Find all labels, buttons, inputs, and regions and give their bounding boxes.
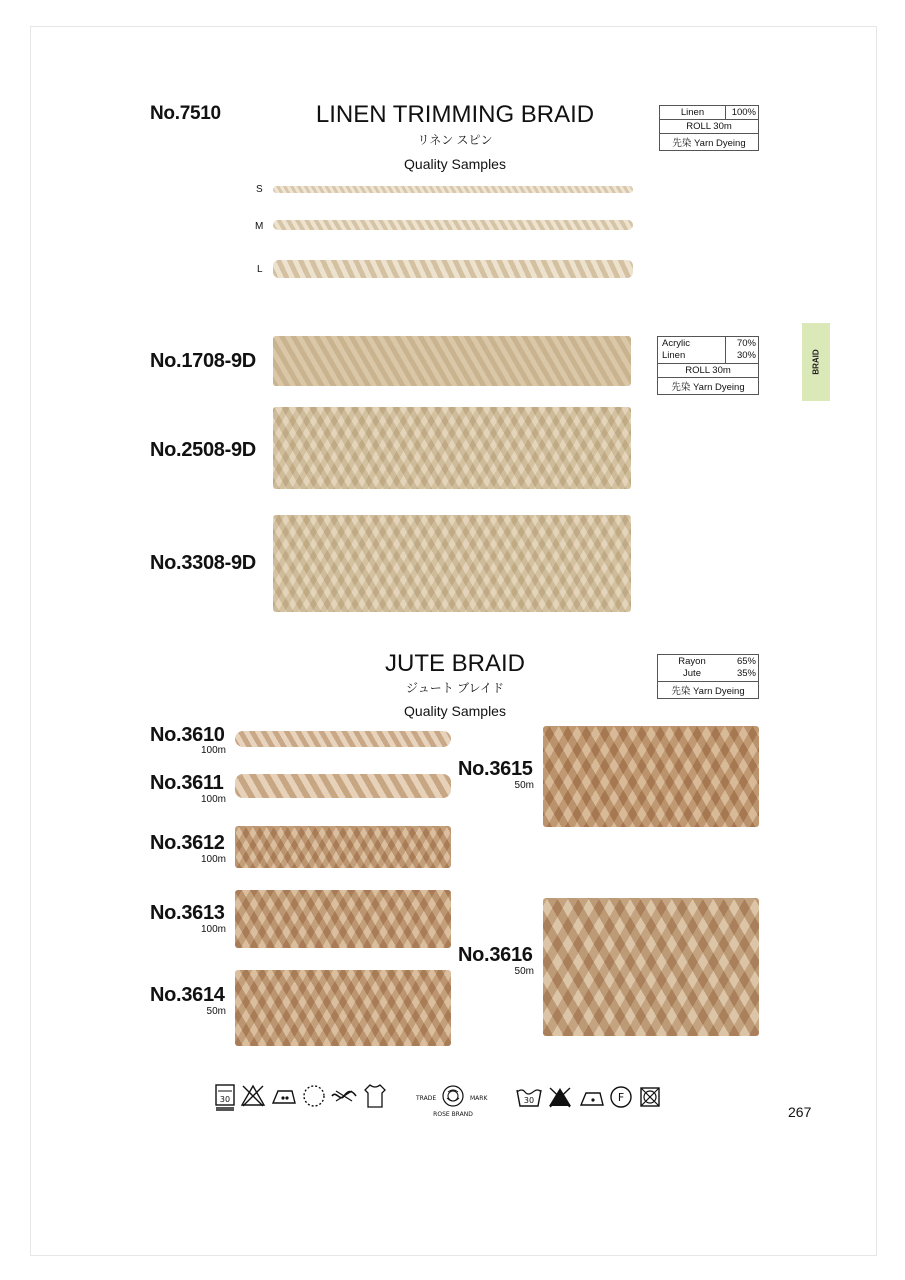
page-frame <box>30 26 877 1256</box>
braid-sample-l <box>273 260 633 278</box>
spec-material-1: Rayon <box>678 656 706 667</box>
spec-dye: 先染 Yarn Dyeing <box>672 138 746 149</box>
spec-box-jute <box>657 654 759 699</box>
spec-material-2: Linen <box>662 350 686 361</box>
roll-length: 100m <box>200 794 226 805</box>
net-wash-30-icon <box>214 1083 236 1115</box>
product-number: No.3614 <box>150 984 225 1006</box>
spec-percent-2: 30% <box>736 350 756 361</box>
wash-30-icon <box>515 1086 543 1110</box>
spec-box-acrylic <box>657 336 759 395</box>
braid-sample-3616 <box>543 898 759 1036</box>
quality-samples-label: Quality Samples <box>404 703 506 719</box>
product-number: No.3610 <box>150 724 225 746</box>
braid-sample-3615 <box>543 726 759 827</box>
hang-dry-icon <box>362 1082 388 1110</box>
iron-low-icon <box>578 1088 606 1108</box>
braid-sample-3613 <box>235 890 451 948</box>
quality-samples-label: Quality Samples <box>404 156 506 172</box>
spec-percent-1: 65% <box>736 656 756 667</box>
no-bleach-icon <box>240 1083 266 1109</box>
braid-sample-3308 <box>273 515 631 612</box>
spec-percent-2: 35% <box>736 668 756 679</box>
roll-length: 50m <box>514 780 534 791</box>
spec-percent: 100% <box>725 106 758 119</box>
spec-material-1: Acrylic <box>662 338 690 349</box>
product-number: No.1708-9D <box>150 350 256 372</box>
product-number: No.3615 <box>458 758 533 780</box>
product-number: No.3612 <box>150 832 225 854</box>
product-number: No.3613 <box>150 902 225 924</box>
size-label-m: M <box>255 221 264 232</box>
product-number: No.2508-9D <box>150 439 256 461</box>
roll-length: 100m <box>200 924 226 935</box>
logo-rose-brand: ROSE BRAND <box>433 1111 473 1118</box>
braid-sample-1708 <box>273 336 631 386</box>
braid-sample-3610 <box>235 731 451 747</box>
braid-sample-s <box>273 186 633 193</box>
product-number: No.3616 <box>458 944 533 966</box>
iron-medium-icon <box>270 1085 298 1107</box>
page-number: 267 <box>788 1104 812 1120</box>
side-tab-label: BRAID <box>811 349 821 375</box>
braid-sample-3612 <box>235 826 451 868</box>
braid-sample-2508 <box>273 407 631 489</box>
spec-material: Linen <box>680 107 705 118</box>
wash-temp: 30 <box>523 1096 535 1105</box>
spec-dye: 先染 Yarn Dyeing <box>671 686 745 697</box>
no-tumble-dry-icon <box>639 1086 661 1108</box>
braid-sample-3614 <box>235 970 451 1046</box>
braid-sample-3611 <box>235 774 451 798</box>
size-label-l: L <box>257 264 263 275</box>
spec-dye: 先染 Yarn Dyeing <box>671 382 745 393</box>
roll-length: 100m <box>200 745 226 756</box>
product-number: No.7510 <box>150 103 221 124</box>
spec-roll: ROLL 30m <box>686 121 732 132</box>
side-tab <box>802 323 830 401</box>
roll-length: 50m <box>206 1006 226 1017</box>
dry-clean-f-icon <box>609 1085 633 1109</box>
dry-clean-letter: F <box>617 1091 625 1104</box>
no-bleach-icon <box>547 1085 573 1109</box>
logo-trade: TRADE <box>416 1095 437 1102</box>
rose-brand-logo <box>414 1076 492 1120</box>
braid-sample-m <box>273 220 633 230</box>
no-wring-icon <box>330 1088 358 1104</box>
spec-box-linen <box>659 105 759 151</box>
spec-material-2: Jute <box>683 668 701 679</box>
product-number: No.3308-9D <box>150 552 256 574</box>
roll-length: 50m <box>514 966 534 977</box>
section-title: JUTE BRAID <box>384 650 525 677</box>
product-number: No.3611 <box>150 772 224 794</box>
size-label-s: S <box>256 184 263 195</box>
dry-clean-icon <box>302 1084 326 1108</box>
net-wash-temp: 30 <box>219 1095 231 1104</box>
section-jp-title: ジュート ブレイド <box>405 681 504 695</box>
logo-mark: MARK <box>470 1095 488 1102</box>
roll-length: 100m <box>200 854 226 865</box>
section-title: LINEN TRIMMING BRAID <box>315 101 595 128</box>
spec-roll: ROLL 30m <box>685 365 731 376</box>
section-jp-title: リネン スピン <box>417 133 493 147</box>
spec-percent-1: 70% <box>736 338 756 349</box>
